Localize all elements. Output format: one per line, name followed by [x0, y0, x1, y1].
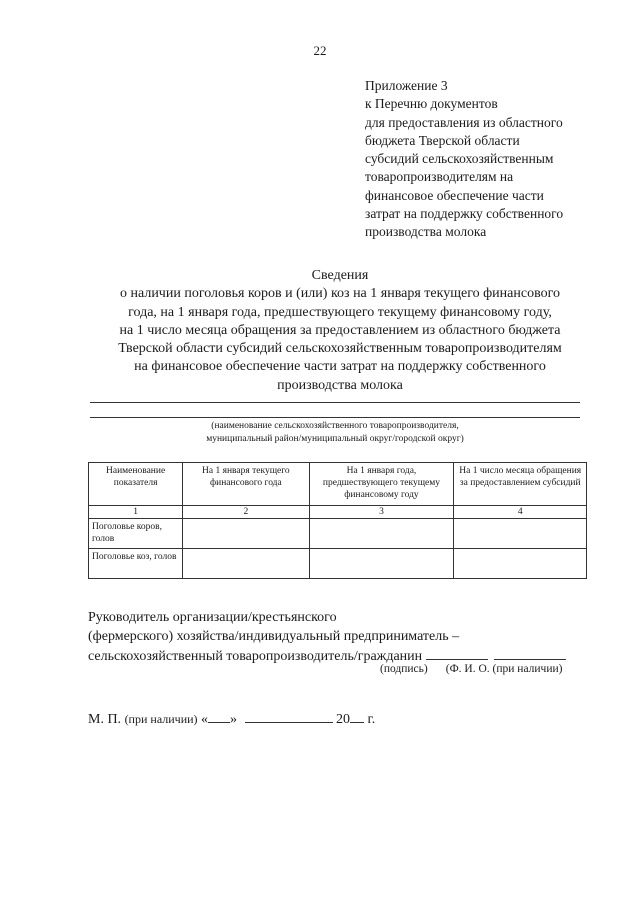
appendix-line: производства молока: [365, 224, 487, 240]
open-quote: «: [201, 712, 209, 727]
appendix-line: Приложение 3: [365, 78, 448, 93]
header-previous-year: На 1 января года, предшествующего текущему финансовому году: [309, 463, 454, 506]
caption-line: (наименование сельскохозяйственного товаропроизводителя,: [211, 421, 459, 431]
name-blank: [494, 646, 566, 660]
title-line: производства молока: [277, 377, 403, 393]
signature-line: сельскохозяйственный товаропроизводитель/гражданин: [88, 649, 423, 664]
appendix-line: бюджета Тверской области: [365, 132, 520, 148]
appendix-line: финансовое обеспечение части: [365, 187, 544, 203]
caption-signature: (подпись): [380, 663, 428, 675]
caption-line: муниципальный район/муниципальный округ/городской округ): [206, 434, 464, 444]
page-number: 22: [313, 43, 327, 58]
document-title: [60, 267, 620, 395]
livestock-table: [88, 462, 587, 579]
year-suffix: г.: [367, 712, 376, 727]
producer-name-line: [90, 417, 580, 418]
year-prefix: 20: [336, 712, 351, 727]
title-line: на финансовое обеспечение части затрат на поддержку собственного: [134, 359, 546, 375]
appendix-line: товаропроизводителям на: [365, 169, 514, 185]
header-application-month: На 1 число месяца обращения за предоставлением субсидий: [454, 463, 587, 506]
table-cell: [454, 549, 587, 579]
table-cell: [183, 519, 309, 549]
title-line: на 1 число месяца обращения за предоставлением из областного бюджета: [119, 322, 561, 338]
signature-line: Руководитель организации/крестьянского: [88, 610, 337, 625]
stamp-date-line: [88, 709, 488, 728]
table-cell: [309, 549, 454, 579]
signature-block: [88, 608, 588, 666]
close-quote: »: [230, 712, 238, 727]
table-cell: [183, 549, 309, 579]
table-cell: [309, 519, 454, 549]
appendix-line: к Перечню документов: [365, 96, 498, 112]
day-blank: [208, 709, 230, 723]
month-blank: [245, 709, 333, 723]
title-line: о наличии поголовья коров и (или) коз на 1 января текущего финансового: [120, 286, 560, 302]
title-heading: Сведения: [311, 268, 369, 283]
appendix-line: субсидий сельскохозяйственным: [365, 151, 554, 167]
row-label-cows: Поголовье коров, голов: [89, 519, 183, 549]
signature-captions: [380, 663, 590, 675]
column-number: 2: [183, 506, 309, 519]
seal-if-any: (при наличии): [124, 712, 198, 726]
table-cell: [454, 519, 587, 549]
table-row: [89, 549, 587, 579]
producer-name-line: [90, 402, 580, 403]
seal-label: М. П.: [88, 712, 122, 727]
title-line: Тверской области субсидий сельскохозяйственным товаропроизводителям: [118, 341, 562, 357]
appendix-block: [365, 77, 615, 242]
signature-line: (фермерского) хозяйства/индивидуальный предприниматель –: [88, 629, 460, 644]
column-number: 1: [89, 506, 183, 519]
header-current-year: На 1 января текущего финансового года: [183, 463, 309, 506]
table-number-row: [89, 506, 587, 519]
title-line: года, на 1 января года, предшествующего текущему финансовому году,: [128, 304, 552, 320]
table-header-row: [89, 463, 587, 506]
caption-full-name: (Ф. И. О. (при наличии): [445, 663, 563, 675]
year-blank: [350, 709, 364, 723]
signature-blank: [426, 646, 488, 660]
column-number: 3: [309, 506, 454, 519]
appendix-line: для предоставления из областного: [365, 114, 563, 130]
producer-caption: [60, 420, 610, 446]
column-number: 4: [454, 506, 587, 519]
row-label-goats: Поголовье коз, голов: [89, 549, 183, 579]
header-indicator: Наименование показателя: [89, 463, 183, 506]
appendix-line: затрат на поддержку собственного: [365, 206, 564, 222]
table-row: [89, 519, 587, 549]
